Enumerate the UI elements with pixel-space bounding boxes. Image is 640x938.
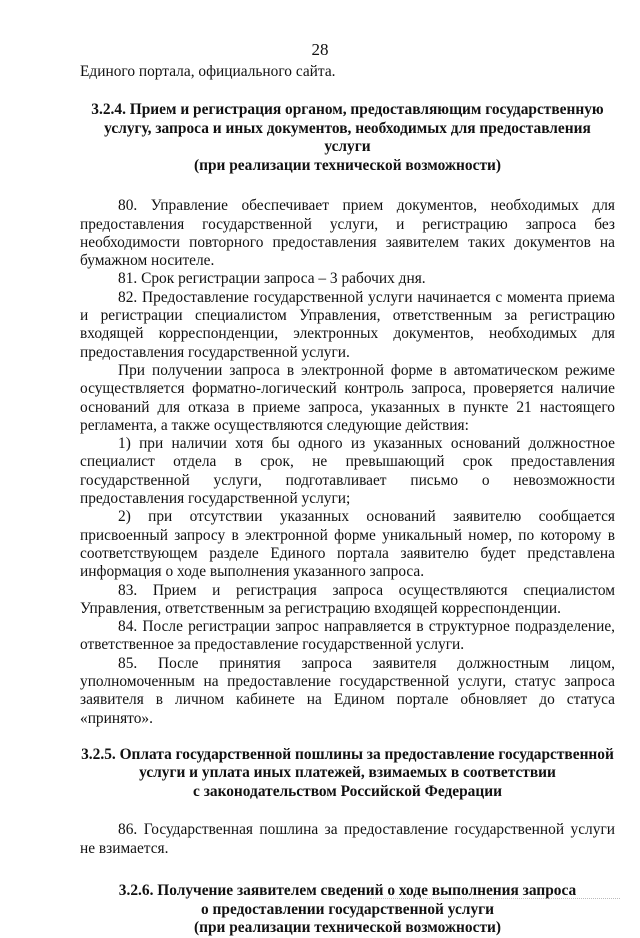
bottom-divider [370, 898, 620, 899]
heading-line: (при реализации технической возможности) [193, 156, 501, 174]
section-heading-3-2-4 [80, 101, 615, 175]
heading-line: 3.2.5. Оплата государственной пошлины за предоставление государственной [81, 745, 614, 763]
paragraph-85: 85. После принятия запроса заявителя должностным лицом, уполномоченным на предоставление государственной услуги, статус запроса заявителя в личном кабинете на Едином портале обновляет до статуса «принято». [80, 654, 615, 727]
heading-line: 3.2.4. Прием и регистрация органом, предоставляющим государственную [91, 101, 604, 119]
page-content [80, 63, 615, 938]
heading-line: о предоставлении государственной услуги [201, 900, 494, 918]
heading-line: с законодательством Российской Федерации [193, 782, 502, 800]
heading-line: услугу, запроса и иных документов, необходимых для предоставления услуги [104, 119, 591, 156]
continuation-text: Единого портала, официального сайта. [80, 63, 336, 80]
paragraph-80: 80. Управление обеспечивает прием документов, необходимых для предоставления государственной услуги, и регистрацию запроса без необходимости повторного предоставления заявителем таких документов на бумажном носителе. [80, 197, 615, 270]
paragraph-81: 81. Срок регистрации запроса – 3 рабочих дня. [118, 270, 426, 288]
heading-line: услуги и уплата иных платежей, взимаемых в соответствии [139, 764, 556, 782]
paragraph-84: 84. После регистрации запрос направляется в структурное подразделение, ответственное за предоставление государственной услуги. [80, 618, 615, 654]
paragraph-82: 82. Предоставление государственной услуги начинается с момента приема и регистрации специалистом Управления, ответственным за регистрацию входящей корреспонденции, электронных документов, необходимых для предоставления государственной услуги. [80, 288, 615, 361]
heading-line: 3.2.6. Получение заявителем сведений о ходе выполнения запроса [118, 882, 577, 899]
section-heading-3-2-6 [80, 882, 615, 938]
paragraph-82-electronic: При получении запроса в электронной форме в автоматическом режиме осуществляется форматно-логический контроль запроса, проверяется наличие оснований для отказа в приеме запроса, указанных в пункте 21 настоящего регламента, а также осуществляются следующие действия: [80, 361, 615, 434]
paragraph-82-item-2: 2) при отсутствии указанных оснований заявителю сообщается присвоенный запросу в электронной форме уникальный номер, по которому в соответствующем разделе Единого портала заявителю будет представлена информация о ходе выполнения указанного запроса. [80, 508, 615, 581]
page-number: 28 [311, 40, 329, 59]
heading-line: (при реализации технической возможности) [193, 919, 501, 936]
paragraph-82-item-1: 1) при наличии хотя бы одного из указанных оснований должностное специалист отдела в срок, не превышающий срок предоставления государственной услуги, подготавливает письмо о невозможности предоставления государственной услуги; [80, 435, 615, 508]
section-heading-3-2-5 [80, 746, 615, 802]
paragraph-83: 83. Прием и регистрация запроса осуществляются специалистом Управления, ответственным за регистрацию входящей корреспонденции. [80, 581, 615, 617]
paragraph-86: 86. Государственная пошлина за предоставление государственной услуги не взимается. [80, 821, 615, 857]
